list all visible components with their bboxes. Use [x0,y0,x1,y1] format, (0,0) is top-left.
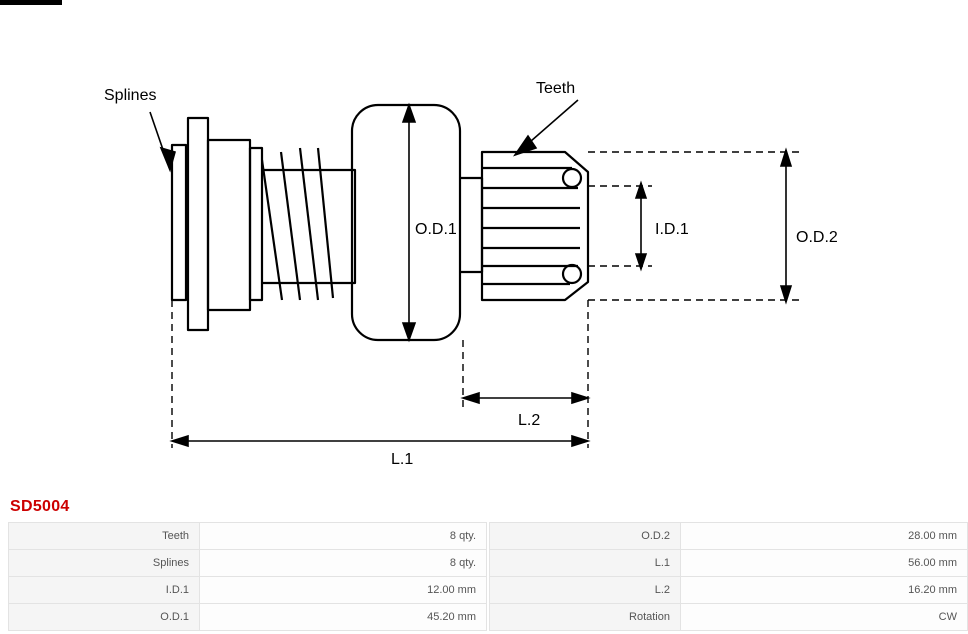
spec-value: 28.00 mm [681,523,968,550]
spec-label: L.2 [490,577,681,604]
table-row [9,577,968,604]
spec-label: I.D.1 [9,577,200,604]
od2-callout-label: O.D.2 [796,229,838,246]
specifications-table [8,522,968,631]
splines-callout-label: Splines [104,87,157,104]
spec-label: Rotation [490,604,681,631]
od1-callout-label: O.D.1 [415,221,457,238]
spec-value: 8 qty. [200,550,487,577]
spec-label: Teeth [9,523,200,550]
table-row [9,604,968,631]
spec-value: 45.20 mm [200,604,487,631]
id1-callout-label: I.D.1 [655,221,689,238]
table-row [9,523,968,550]
l1-callout-label: L.1 [391,451,414,468]
teeth-callout-label: Teeth [536,80,576,97]
spec-value: 56.00 mm [681,550,968,577]
part-number: SD5004 [10,498,70,515]
spec-value: 12.00 mm [200,577,487,604]
spec-label: O.D.1 [9,604,200,631]
spec-value: 16.20 mm [681,577,968,604]
l2-callout-label: L.2 [518,412,541,429]
spec-label: Splines [9,550,200,577]
table-row [9,550,968,577]
spec-value: CW [681,604,968,631]
spec-label: O.D.2 [490,523,681,550]
spec-label: L.1 [490,550,681,577]
spec-value: 8 qty. [200,523,487,550]
